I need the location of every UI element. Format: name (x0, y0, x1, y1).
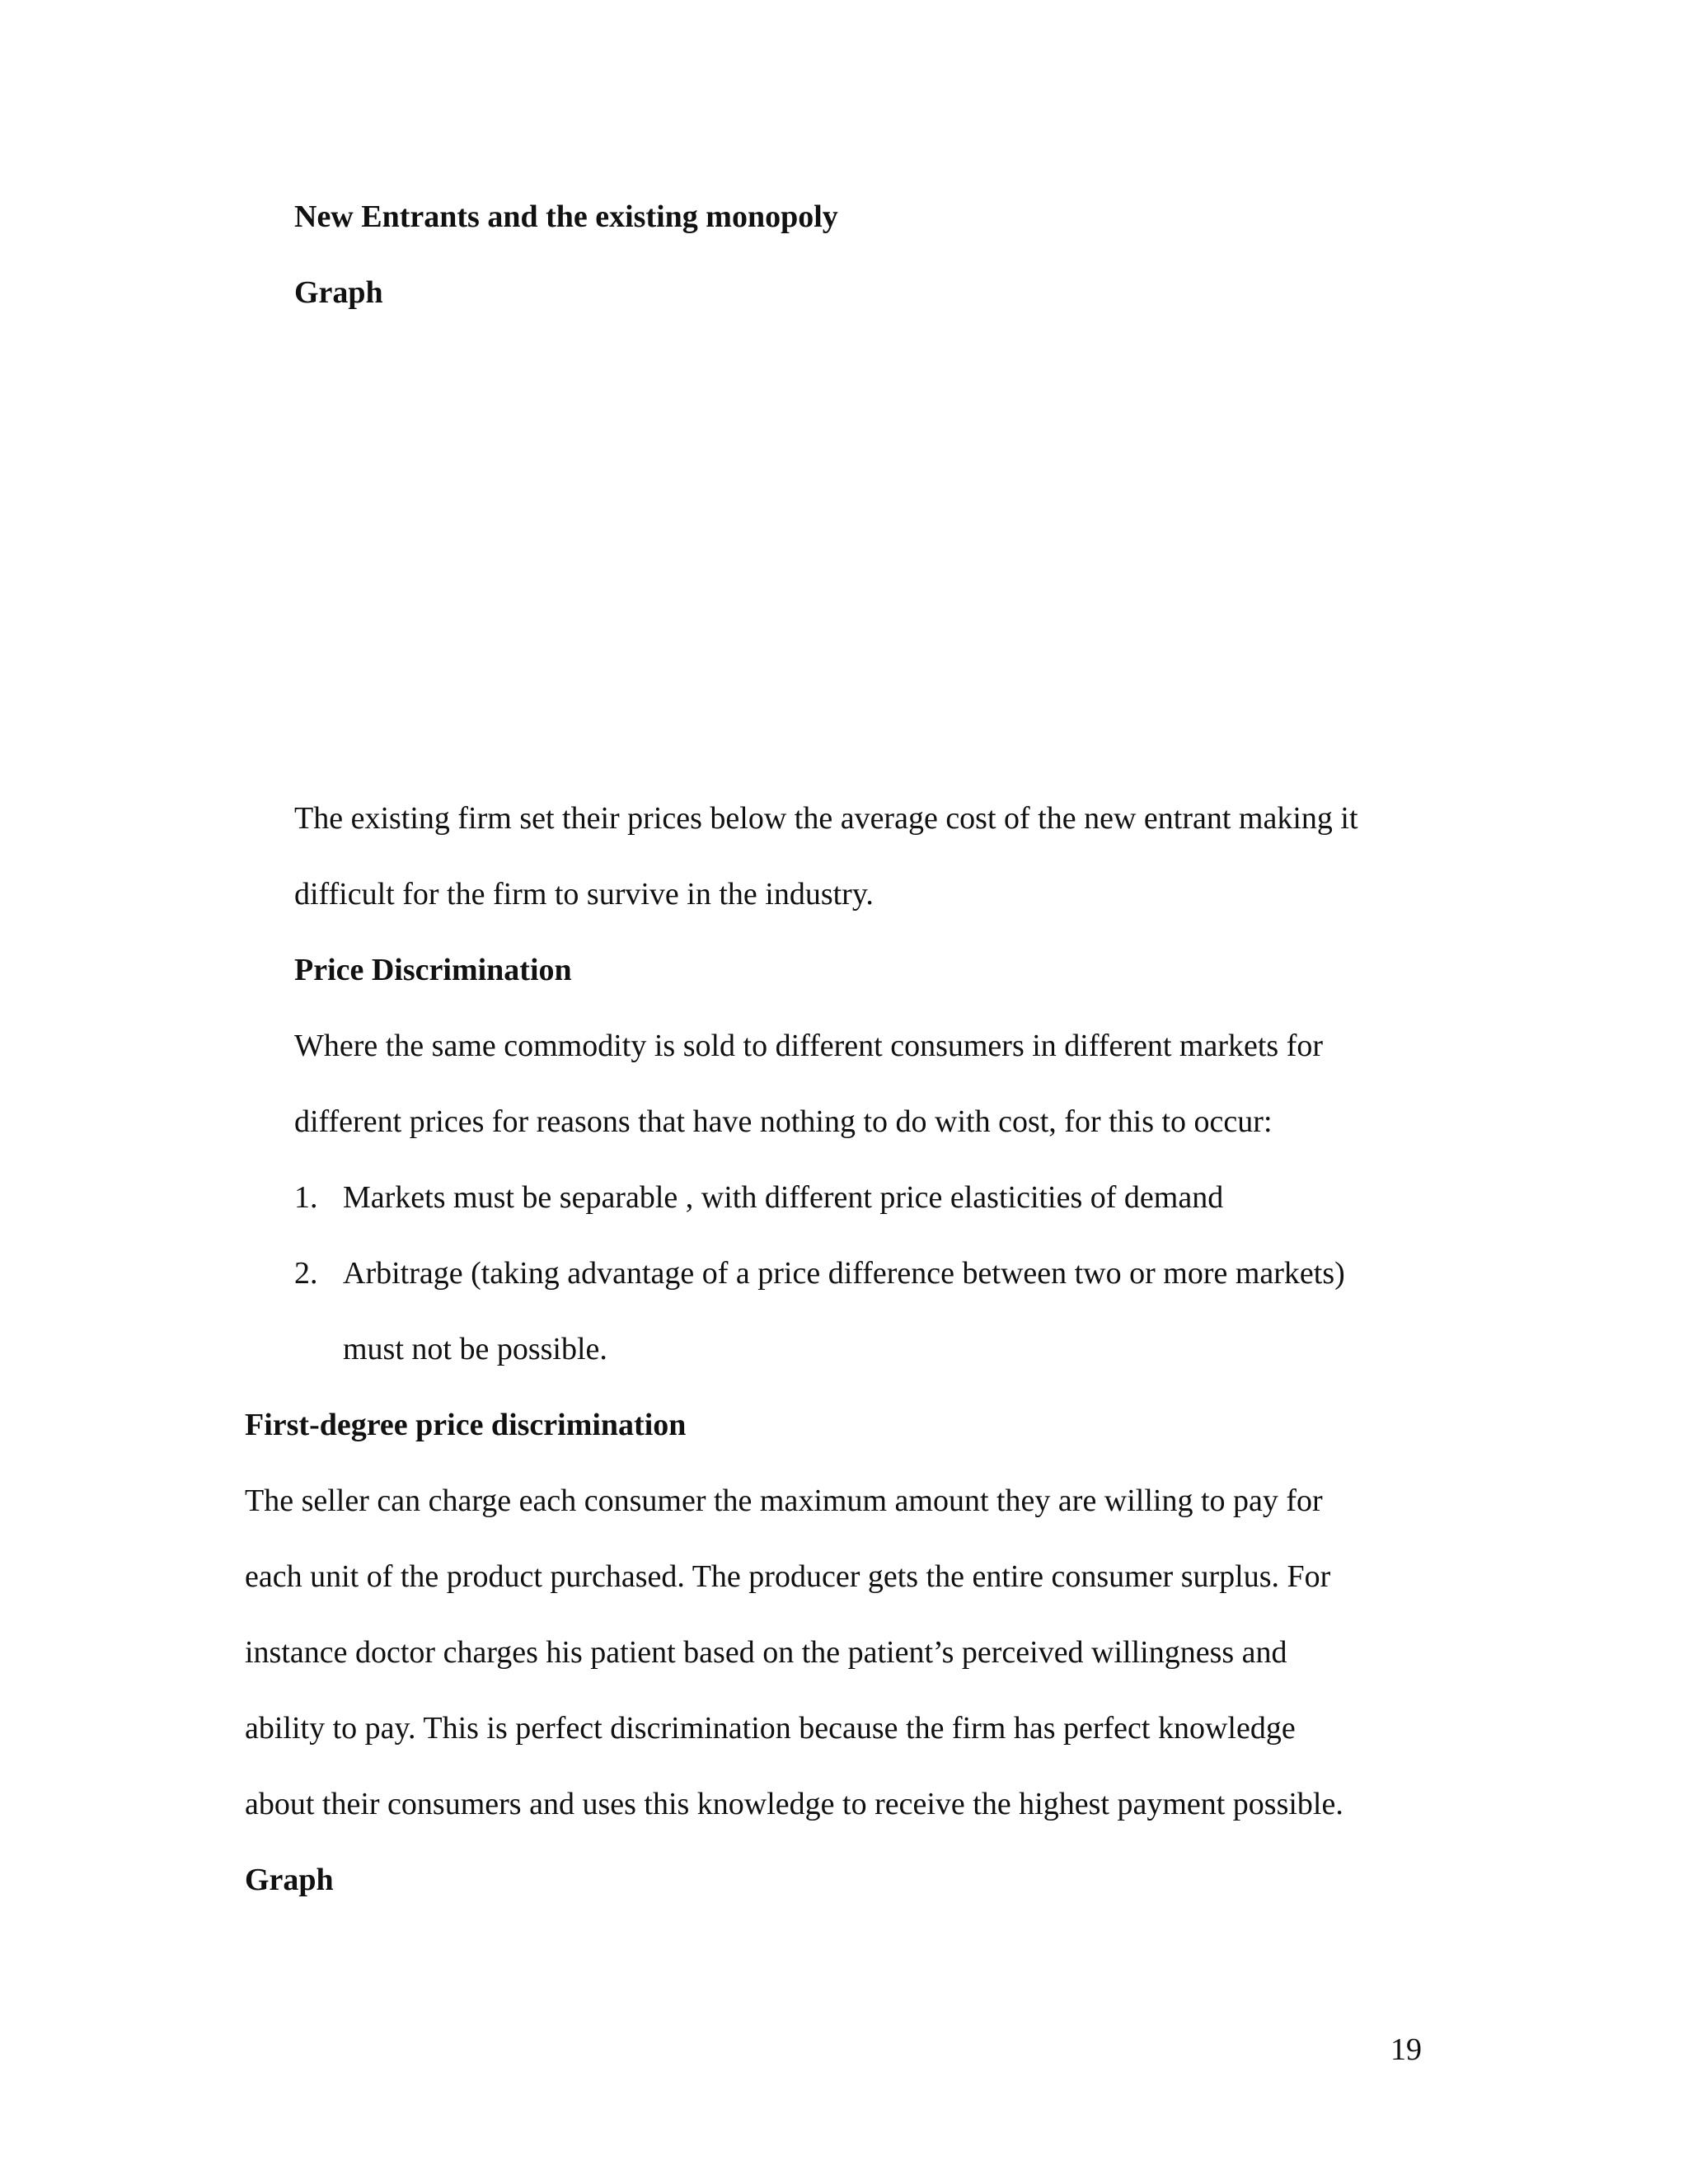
list-item-text: Arbitrage (taking advantage of a price difference between two or more markets) (343, 1256, 1345, 1291)
list-item-text: Markets must be separable , with different price elasticities of demand (343, 1180, 1224, 1215)
page-number: 19 (1390, 2032, 1422, 2067)
list-item-text: must not be possible. (343, 1332, 607, 1366)
paragraph-line: instance doctor charges his patient based on the patient’s perceived willingness and (245, 1635, 1287, 1670)
list-item-number: 1. (294, 1180, 318, 1215)
section-heading-price-discrimination: Price Discrimination (294, 953, 572, 987)
section-heading-first-degree: First-degree price discrimination (245, 1408, 687, 1442)
paragraph-line: each unit of the product purchased. The producer gets the entire consumer surplus. For (245, 1559, 1331, 1594)
paragraph-line: different prices for reasons that have nothing to do with cost, for this to occur: (294, 1104, 1273, 1139)
list-item-number: 2. (294, 1256, 318, 1291)
paragraph-line: Where the same commodity is sold to different consumers in different markets for (294, 1029, 1324, 1063)
paragraph-line: about their consumers and uses this knowledge to receive the highest payment possible. (245, 1787, 1343, 1821)
paragraph-line: The existing firm set their prices below the average cost of the new entrant making it (294, 801, 1358, 836)
paragraph-line: ability to pay. This is perfect discrimination because the firm has perfect knowledge (245, 1711, 1296, 1746)
paragraph-line: The seller can charge each consumer the maximum amount they are willing to pay for (245, 1483, 1323, 1518)
graph-label: Graph (294, 275, 383, 310)
section-heading-new-entrants: New Entrants and the existing monopoly (294, 199, 838, 234)
paragraph-line: difficult for the firm to survive in the industry. (294, 877, 874, 912)
graph-label: Graph (245, 1863, 334, 1897)
graph-placeholder-area (294, 330, 1399, 775)
